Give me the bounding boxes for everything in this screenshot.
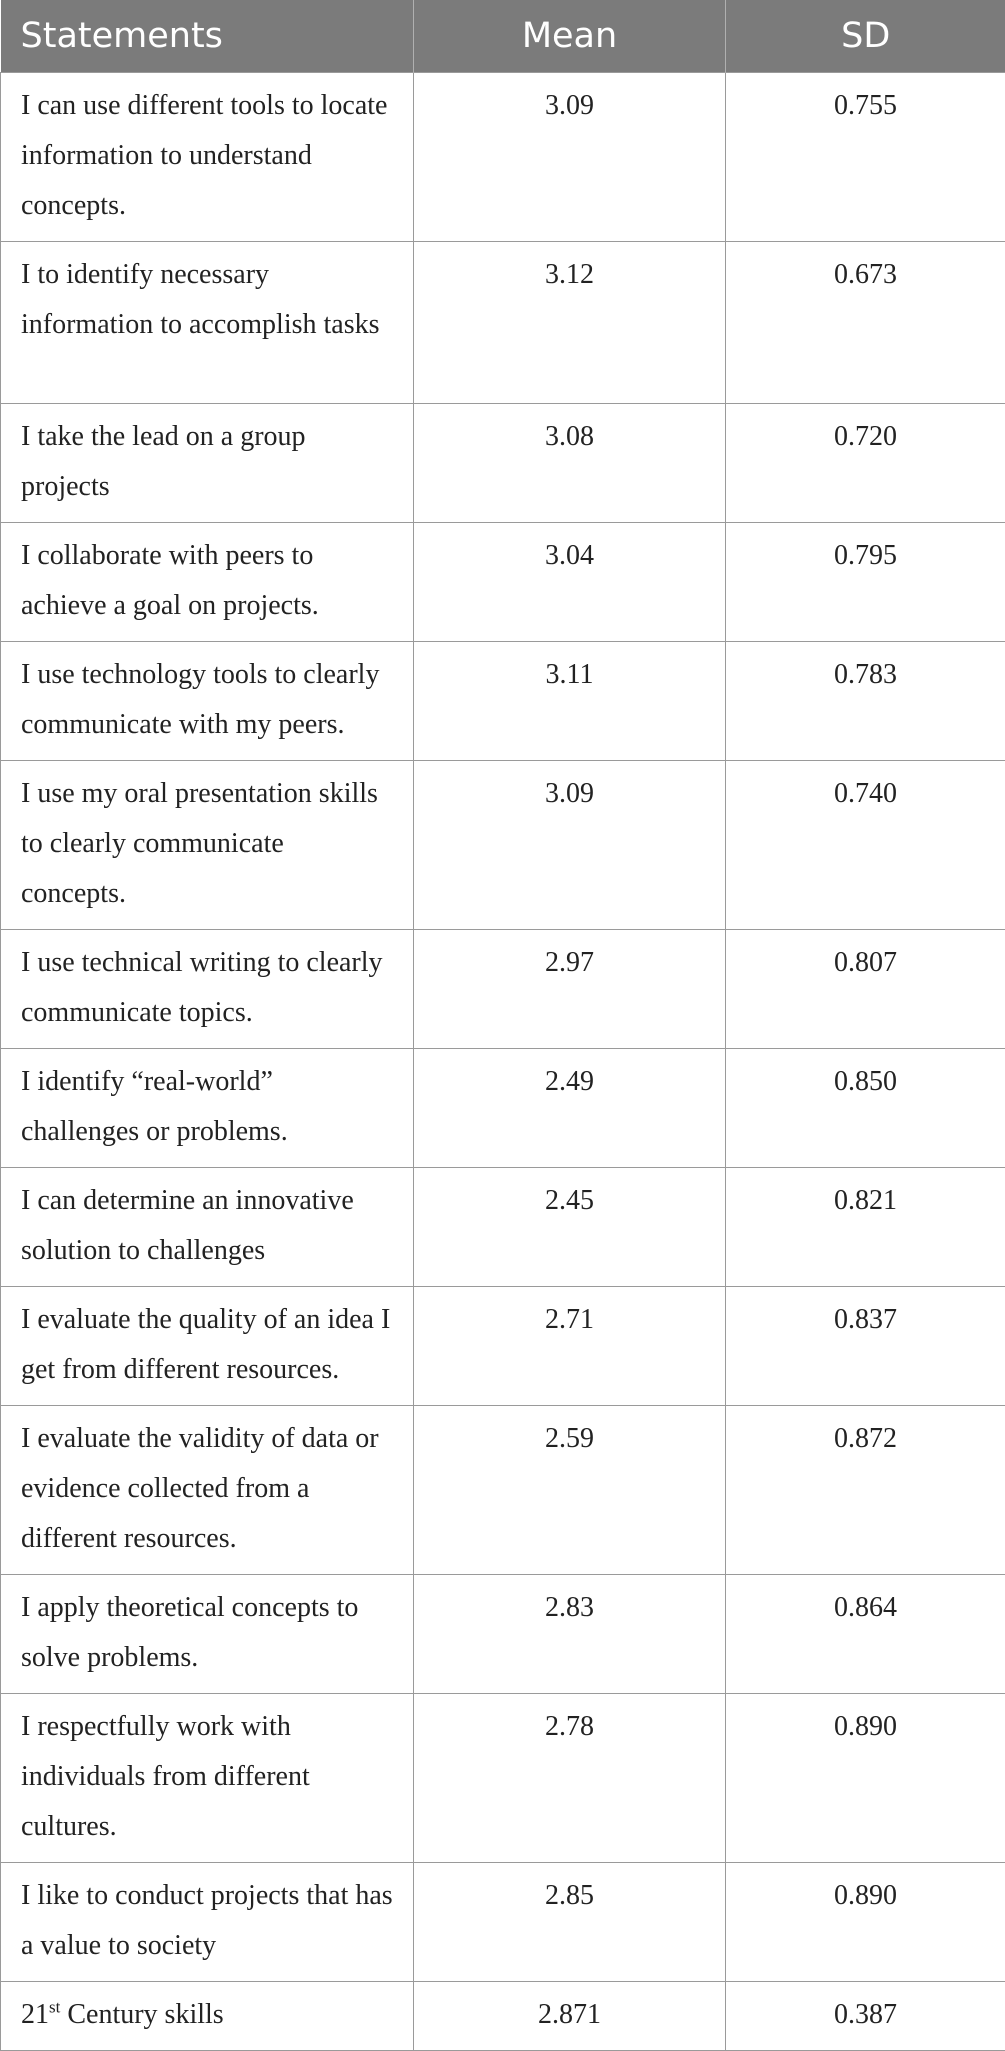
statement-cell: I use my oral presentation skills to clearly communicate concepts. xyxy=(1,761,414,930)
total-superscript: st xyxy=(49,1998,60,2017)
statement-cell: I collaborate with peers to achieve a goal on projects. xyxy=(1,523,414,642)
statement-cell: I take the lead on a group projects xyxy=(1,404,414,523)
statement-cell: I use technical writing to clearly communicate topics. xyxy=(1,930,414,1049)
sd-cell: 0.890 xyxy=(726,1694,1005,1863)
table-row xyxy=(1,1168,1005,1287)
sd-cell: 0.821 xyxy=(726,1168,1005,1287)
header-mean: Mean xyxy=(414,0,726,73)
mean-cell: 2.97 xyxy=(414,930,726,1049)
sd-cell: 0.807 xyxy=(726,930,1005,1049)
statement-cell: I can use different tools to locate information to understand concepts. xyxy=(1,73,414,242)
total-sd-cell: 0.387 xyxy=(726,1982,1005,2051)
sd-cell: 0.740 xyxy=(726,761,1005,930)
sd-cell: 0.837 xyxy=(726,1287,1005,1406)
sd-cell: 0.755 xyxy=(726,73,1005,242)
table-row xyxy=(1,404,1005,523)
statement-cell: I respectfully work with individuals from different cultures. xyxy=(1,1694,414,1863)
table-row xyxy=(1,1049,1005,1168)
table-row xyxy=(1,242,1005,404)
sd-cell: 0.850 xyxy=(726,1049,1005,1168)
header-statements: Statements xyxy=(1,0,414,73)
table-row xyxy=(1,1406,1005,1575)
statement-cell: I identify “real-world” challenges or problems. xyxy=(1,1049,414,1168)
statement-cell: I evaluate the validity of data or evidence collected from a different resources. xyxy=(1,1406,414,1575)
mean-cell: 3.08 xyxy=(414,404,726,523)
header-row xyxy=(1,0,1005,73)
total-mean-cell: 2.871 xyxy=(414,1982,726,2051)
mean-cell: 2.71 xyxy=(414,1287,726,1406)
table-row xyxy=(1,523,1005,642)
table-row xyxy=(1,1863,1005,1982)
table-row xyxy=(1,1575,1005,1694)
table-row xyxy=(1,642,1005,761)
statement-cell: I apply theoretical concepts to solve problems. xyxy=(1,1575,414,1694)
mean-cell: 2.78 xyxy=(414,1694,726,1863)
statement-cell: I can determine an innovative solution to challenges xyxy=(1,1168,414,1287)
sd-cell: 0.783 xyxy=(726,642,1005,761)
mean-cell: 2.85 xyxy=(414,1863,726,1982)
sd-cell: 0.720 xyxy=(726,404,1005,523)
mean-cell: 2.49 xyxy=(414,1049,726,1168)
table-row xyxy=(1,930,1005,1049)
statement-cell: I like to conduct projects that has a value to society xyxy=(1,1863,414,1982)
total-row xyxy=(1,1982,1005,2051)
total-prefix: 21 xyxy=(21,1999,49,2030)
mean-cell: 3.12 xyxy=(414,242,726,404)
statement-cell: I to identify necessary information to accomplish tasks xyxy=(1,242,414,404)
statement-cell: I evaluate the quality of an idea I get from different resources. xyxy=(1,1287,414,1406)
mean-cell: 3.04 xyxy=(414,523,726,642)
table-row xyxy=(1,761,1005,930)
header-sd: SD xyxy=(726,0,1005,73)
table-row xyxy=(1,73,1005,242)
mean-cell: 3.11 xyxy=(414,642,726,761)
sd-cell: 0.795 xyxy=(726,523,1005,642)
sd-cell: 0.890 xyxy=(726,1863,1005,1982)
mean-cell: 3.09 xyxy=(414,761,726,930)
sd-cell: 0.673 xyxy=(726,242,1005,404)
statement-cell: I use technology tools to clearly communicate with my peers. xyxy=(1,642,414,761)
total-statement-cell xyxy=(1,1982,414,2051)
sd-cell: 0.872 xyxy=(726,1406,1005,1575)
mean-cell: 2.59 xyxy=(414,1406,726,1575)
mean-cell: 3.09 xyxy=(414,73,726,242)
mean-cell: 2.83 xyxy=(414,1575,726,1694)
total-suffix: Century skills xyxy=(60,1999,223,2030)
table-row xyxy=(1,1694,1005,1863)
table-row xyxy=(1,1287,1005,1406)
mean-cell: 2.45 xyxy=(414,1168,726,1287)
sd-cell: 0.864 xyxy=(726,1575,1005,1694)
